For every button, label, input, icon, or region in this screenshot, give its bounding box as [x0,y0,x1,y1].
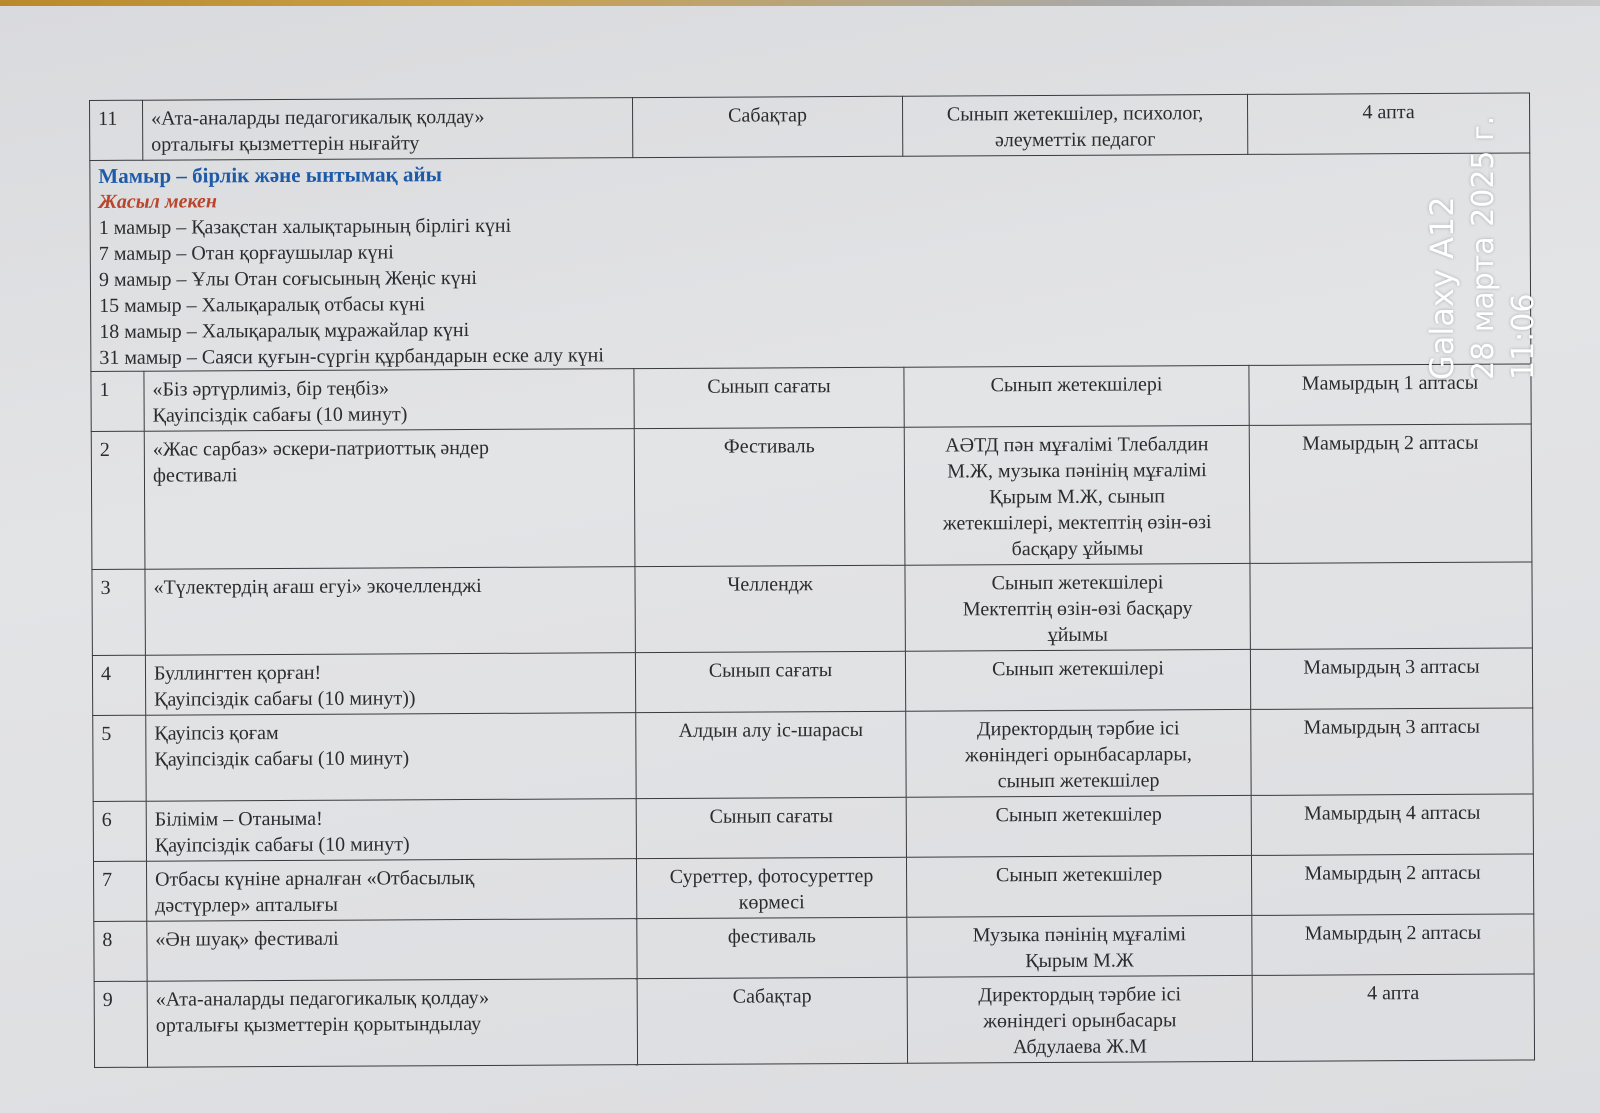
event-cell: Отбасы күніне арналған «Отбасылық дәстүрлер» апталығы [146,859,636,922]
table-row [92,648,1532,716]
section-subtitle: Жасыл мекен [98,190,218,213]
table-row [92,562,1532,656]
table-row [93,794,1533,862]
responsible-cell: Сынып жетекшілер, психолог, әлеуметтік педагог [902,94,1247,156]
format-cell: Челлендж [635,565,905,652]
commemorative-dates-list [99,208,1523,371]
table-row [90,93,1530,161]
row-number: 9 [94,981,147,1067]
date-list-item: 15 мамыр – Халықаралық отбасы күні [99,293,426,317]
format-cell: Сынып сағаты [636,797,906,858]
format-cell: Алдын алу іс-шарасы [636,711,906,798]
month-title: Мамыр – бірлік және ынтымақ айы [98,162,443,188]
table-row [93,854,1533,922]
row-number: 3 [92,569,145,655]
row-number: 6 [93,801,146,861]
table-row [94,974,1534,1068]
document-sheet [89,92,1534,1068]
row-number: 1 [91,371,144,431]
responsible-cell: Сынып жетекшілері [905,649,1250,711]
date-list-item: 1 мамыр – Қазақстан халықтарының бірлігі күні [98,214,512,239]
responsible-cell: АӘТД пән мұғалімі Тлебалдин М.Ж, музыка пәнінің мұғалімі Қырым М.Ж, сынып жетекшілері, мектептің өзін-өзі басқару ұйымы [904,425,1250,565]
watermark-datetime: 28 марта 2025 г. 11:06 [1466,115,1541,380]
watermark-device: Galaxy A12 [1423,196,1461,380]
time-cell: Мамырдың 2 аптасы [1249,424,1532,563]
event-cell: «Түлектердің ағаш егуі» экочелленджі [145,567,635,656]
table-row [94,914,1534,982]
date-list-item: 7 мамыр – Отан қорғаушылар күні [98,241,394,265]
time-cell: 4 апта [1247,93,1529,154]
event-cell: Қауіпсіз қоғам Қауіпсіздік сабағы (10 минут) [146,713,636,802]
time-cell: Мамырдың 2 аптасы [1251,854,1533,915]
event-cell: Буллингтен қорған! Қауіпсіздік сабағы (10 минут)) [145,653,635,716]
time-cell: Мамырдың 2 аптасы [1252,914,1534,975]
plan-table [89,92,1535,1068]
event-cell: Білімім – Отаныма! Қауіпсіздік сабағы (10 минут) [146,799,636,862]
section-row [90,153,1531,372]
format-cell: фестиваль [637,917,907,978]
format-cell: Фестиваль [634,427,905,566]
time-cell: Мамырдың 4 аптасы [1251,794,1533,855]
time-cell: Мамырдың 3 аптасы [1250,648,1532,709]
row-number: 4 [92,655,145,715]
format-cell: Сынып сағаты [635,651,905,712]
responsible-cell: Сынып жетекшілер [906,855,1251,917]
format-cell: Сабақтар [637,977,907,1064]
row-number: 8 [94,921,147,981]
paper-top-edge [0,0,1600,6]
event-cell: «Жас сарбаз» әскери-патриоттық әндер фестивалі [144,429,635,570]
responsible-cell: Сынып жетекшілер [906,795,1251,857]
responsible-cell: Сынып жетекшілері Мектептің өзін-өзі басқару ұйымы [905,563,1250,651]
event-cell: «Ата-аналарды педагогикалық қолдау» орталығы қызметтерін нығайту [143,98,633,161]
date-list-item: 31 мамыр – Саяси қуғын-сүргін құрбандарын еске алу күні [99,344,604,369]
responsible-cell: Музыка пәнінің мұғалімі Қырым М.Ж [907,915,1252,977]
event-cell: «Ата-аналарды педагогикалық қолдау» орталығы қызметтерін қорытындылау [147,979,637,1068]
row-number: 5 [93,715,146,801]
event-cell: «Ән шуақ» фестивалі [147,919,637,982]
format-cell: Суреттер, фотосуреттер көрмесі [636,857,906,918]
date-list-item: 18 мамыр – Халықаралық мұражайлар күні [99,319,470,343]
table-row [93,708,1533,802]
responsible-cell: Директордың тәрбие ісі жөніндегі орынбасарлары, сынып жетекшілер [906,709,1251,797]
event-cell: «Біз әртүрлиміз, бір теңбіз» Қауіпсіздік сабағы (10 минут) [144,369,634,432]
time-cell: Мамырдың 1 аптасы [1249,364,1531,425]
format-cell: Сынып сағаты [634,367,904,428]
format-cell: Сабақтар [632,96,902,157]
time-cell: 4 апта [1252,974,1534,1061]
section-cell [90,153,1531,372]
responsible-cell: Директордың тәрбие ісі жөніндегі орынбасары Абдулаева Ж.М [907,975,1252,1063]
row-number: 7 [93,861,146,921]
time-cell: Мамырдың 3 аптасы [1251,708,1533,795]
row-number: 11 [90,100,143,160]
row-number: 2 [91,431,145,569]
table-row [91,364,1531,432]
camera-watermark [1420,20,1541,380]
table-row [91,424,1532,570]
responsible-cell: Сынып жетекшілері [904,365,1249,427]
time-cell [1250,562,1532,649]
date-list-item: 9 мамыр – Ұлы Отан соғысының Жеңіс күні [98,266,477,291]
